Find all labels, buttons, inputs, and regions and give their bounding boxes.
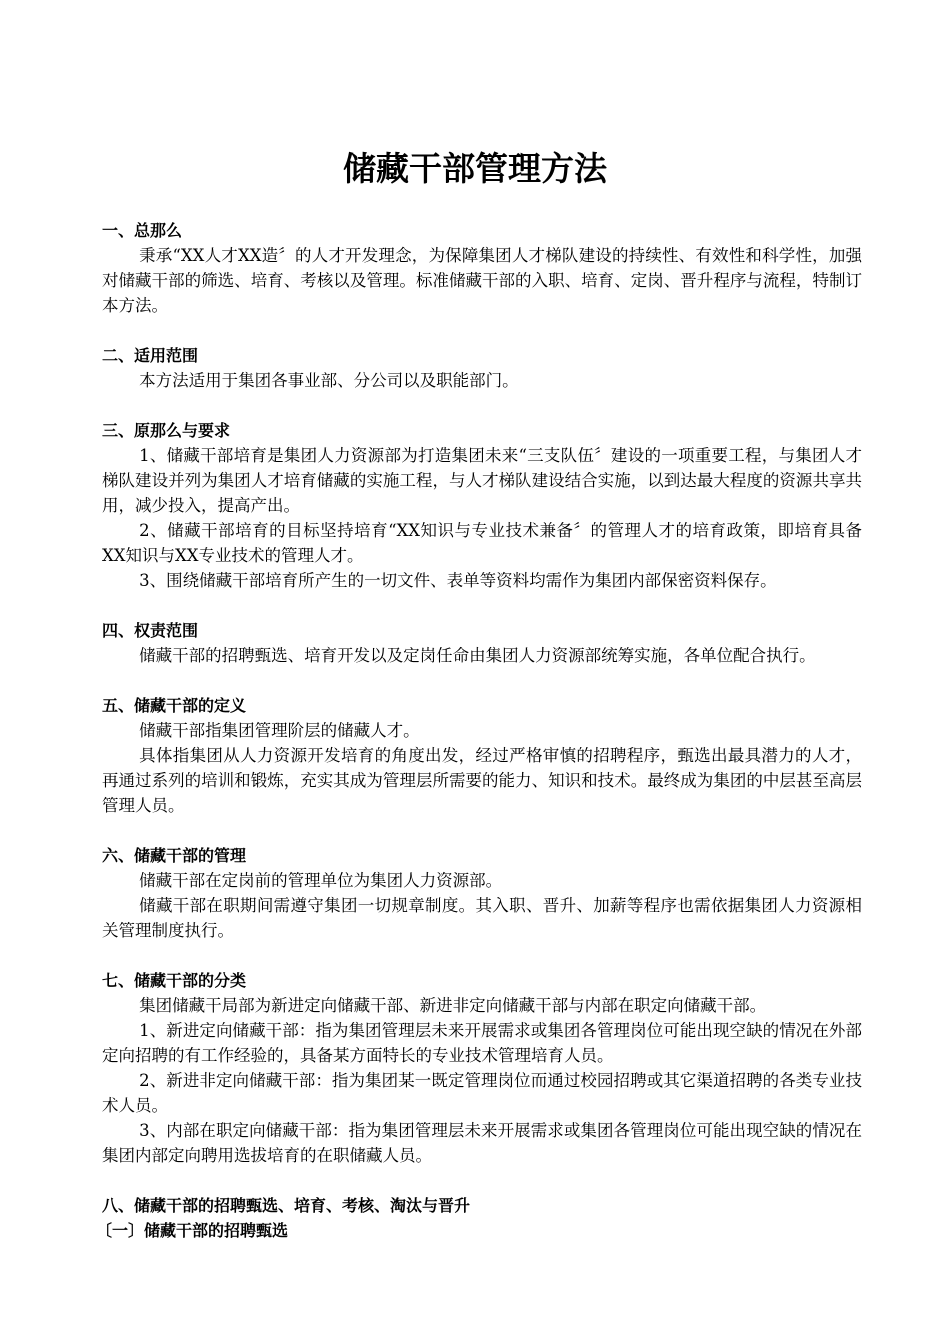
section-classification — [102, 968, 862, 1168]
section-paragraph: 具体指集团从人力资源开发培育的角度出发，经过严格审慎的招聘程序，甄选出最具潜力的人才，再通过系列的培训和锻炼，充实其成为管理层所需要的能力、知识和技术。最终成为集团的中层甚至高层管理人员。 — [102, 746, 862, 815]
section-paragraph: 集团储藏干局部为新进定向储藏干部、新进非定向储藏干部与内部在职定向储藏干部。 — [139, 996, 767, 1015]
section-heading: 八、储藏干部的招聘甄选、培育、考核、淘汰与晋升 — [102, 1196, 471, 1215]
section-heading: 七、储藏干部的分类 — [102, 971, 247, 990]
section-paragraph: 储藏干部的招聘甄选、培育开发以及定岗任命由集团人力资源部统筹实施，各单位配合执行。 — [139, 646, 816, 665]
section-paragraph: 3、内部在职定向储藏干部：指为集团管理层未来开展需求或集团各管理岗位可能出现空缺的情况在集团内部定向聘用选拔培育的在职储藏人员。 — [102, 1121, 862, 1165]
document-title: 储藏干部管理方法 — [343, 149, 607, 188]
section-paragraph: 1、新进定向储藏干部：指为集团管理层未来开展需求或集团各管理岗位可能出现空缺的情况在外部定向招聘的有工作经验的，具备某方面特长的专业技术管理培育人员。 — [102, 1021, 862, 1065]
section-heading: 二、适用范围 — [102, 346, 199, 365]
section-paragraph: 储藏干部指集团管理阶层的储藏人才。 — [139, 721, 420, 740]
section-paragraph: 储藏干部在定岗前的管理单位为集团人力资源部。 — [139, 871, 503, 890]
section-recruitment-training — [96, 1193, 862, 1243]
section-definition — [102, 693, 862, 818]
section-paragraph: 本方法适用于集团各事业部、分公司以及职能部门。 — [139, 371, 519, 390]
section-heading: 一、总那么 — [102, 221, 183, 240]
section-scope — [102, 343, 862, 393]
section-paragraph: 3、围绕储藏干部培育所产生的一切文件、表单等资料均需作为集团内部保密资料保存。 — [139, 571, 777, 590]
section-management — [102, 843, 862, 943]
section-paragraph: 1、储藏干部培育是集团人力资源部为打造集团未来“三支队伍〞建设的一项重要工程，与集团人才梯队建设并列为集团人才培育储藏的实施工程，与人才梯队建设结合实施，以到达最大程度的资源共享共用，减少投入，提高产出。 — [102, 446, 862, 515]
section-responsibilities — [102, 618, 862, 668]
section-heading: 六、储藏干部的管理 — [102, 846, 247, 865]
section-subheading: 〔一〕储藏干部的招聘甄选 — [96, 1221, 289, 1240]
document-body — [96, 218, 862, 1268]
section-paragraph: 2、储藏干部培育的目标坚持培育“XX知识与专业技术兼备〞的管理人才的培育政策，即培育具备XX知识与XX专业技术的管理人才。 — [102, 521, 862, 565]
section-paragraph: 2、新进非定向储藏干部：指为集团某一既定管理岗位而通过校园招聘或其它渠道招聘的各类专业技术人员。 — [102, 1071, 862, 1115]
section-heading: 四、权责范围 — [102, 621, 199, 640]
section-paragraph: 储藏干部在职期间需遵守集团一切规章制度。其入职、晋升、加薪等程序也需依据集团人力资源相关管理制度执行。 — [102, 896, 862, 940]
section-paragraph: 秉承“XX人才XX造〞的人才开发理念，为保障集团人才梯队建设的持续性、有效性和科学性，加强对储藏干部的筛选、培育、考核以及管理。标准储藏干部的入职、培育、定岗、晋升程序与流程，特制订本方法。 — [102, 246, 862, 315]
section-principles-requirements — [102, 418, 862, 593]
section-heading: 三、原那么与要求 — [102, 421, 231, 440]
section-general-principles — [102, 218, 862, 318]
section-heading: 五、储藏干部的定义 — [102, 696, 247, 715]
